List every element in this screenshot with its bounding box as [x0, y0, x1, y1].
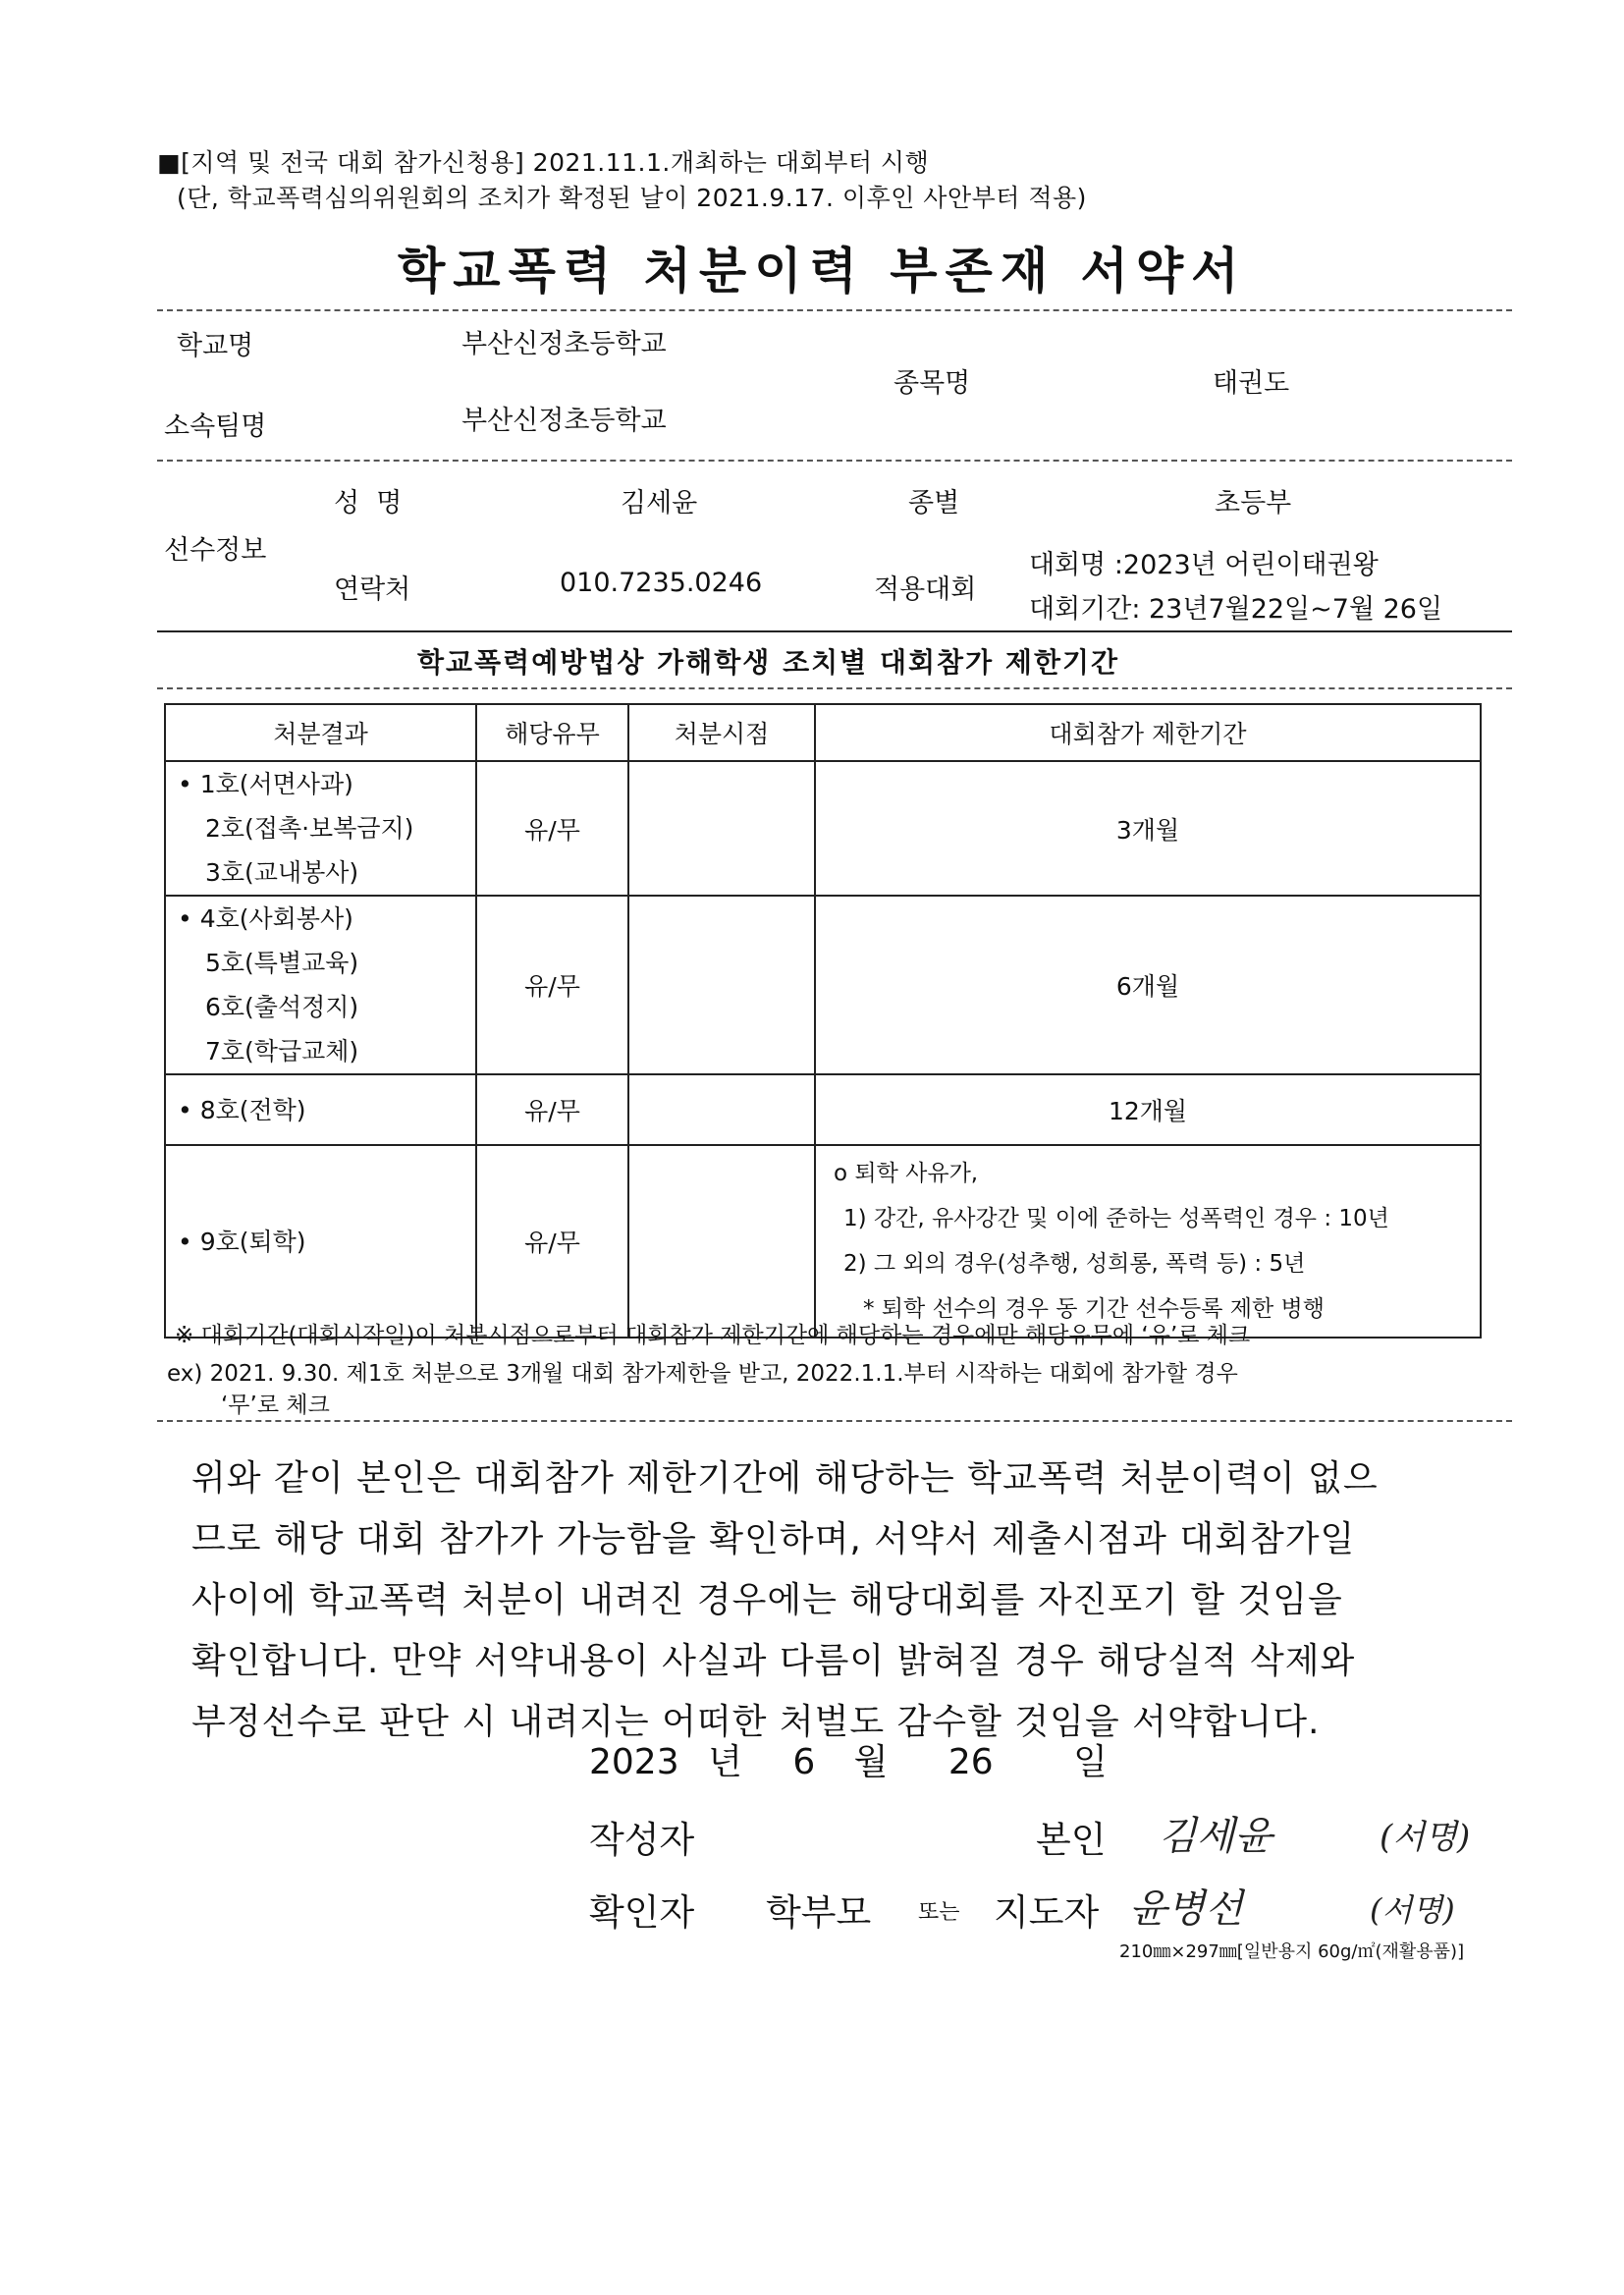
event-period: 대회기간: 23년7월22일~7월 26일: [1029, 594, 1443, 625]
date: [589, 1738, 1108, 1787]
result-item: 2호(접촉·보복금지): [205, 814, 414, 843]
school-value: 부산신정초등학교: [461, 329, 667, 359]
table-row: [165, 1074, 1481, 1145]
result-item: • 1호(서면사과): [178, 770, 353, 798]
team-label: 소속팀명: [164, 411, 267, 442]
time-cell[interactable]: [628, 1145, 815, 1338]
result-cell: [165, 1074, 476, 1145]
confirmer-label: 확인자: [589, 1891, 695, 1934]
time-cell[interactable]: [628, 1074, 815, 1145]
table-row: [165, 896, 1481, 1074]
date-year-unit: 년: [708, 1742, 742, 1782]
document-title: 학교폭력 처분이력 부존재 서약서: [398, 243, 1247, 300]
player-section-label: 선수정보: [164, 535, 267, 566]
result-cell: [165, 896, 476, 1074]
paper-spec: 210㎜×297㎜[일반용지 60g/㎡(재활용품)]: [1119, 1941, 1465, 1962]
status-checkbox[interactable]: [476, 1145, 628, 1338]
school-label: 학교명: [177, 331, 254, 361]
note-2-continued: ‘무’로 체크: [221, 1393, 330, 1418]
result-cell: [165, 761, 476, 896]
event-label: 적용대회: [874, 574, 977, 605]
header-line-1: ■[지역 및 전국 대회 참가신청용] 2021.11.1.개최하는 대회부터 시행: [157, 148, 930, 177]
status-checkbox[interactable]: [476, 896, 628, 1074]
name-value: 김세윤: [621, 488, 698, 519]
limit-cell: 3개월: [815, 761, 1481, 896]
pledge-line: 부정선수로 판단 시 내려지는 어떠한 처벌도 감수할 것임을 서약합니다.: [191, 1702, 1321, 1742]
table-header-row: [165, 704, 1481, 761]
status-value: 유/무: [524, 1097, 580, 1125]
coach-label: 지도자: [994, 1891, 1100, 1934]
header-status: 해당유무: [476, 704, 628, 761]
result-item: • 4호(사회봉사): [178, 904, 353, 933]
parent-label: 학부모: [766, 1891, 872, 1934]
result-item: 5호(특별교육): [205, 949, 359, 977]
contact-value: 010.7235.0246: [560, 568, 763, 598]
limit-line: 2) 그 외의 경우(성추행, 성희롱, 폭력 등) : 5년: [843, 1251, 1306, 1277]
divider: [157, 630, 1512, 632]
note-1: ※ 대회기간(대회시작일)이 처분시점으로부터 대회참가 제한기간에 해당하는 경우에만 해당유무에 ‘유’로 체크: [175, 1323, 1251, 1348]
divider: [157, 460, 1512, 462]
writer-label: 작성자: [589, 1819, 695, 1861]
event-name: 대회명 :2023년 어린이태권왕: [1029, 550, 1379, 580]
note-2: ex) 2021. 9.30. 제1호 처분으로 3개월 대회 참가제한을 받고, 2022.1.1.부터 시작하는 대회에 참가할 경우: [167, 1361, 1238, 1387]
contact-label: 연락처: [334, 574, 411, 605]
limit-cell: 6개월: [815, 896, 1481, 1074]
header-result: 처분결과: [165, 704, 476, 761]
status-checkbox[interactable]: [476, 761, 628, 896]
status-value: 유/무: [524, 1229, 580, 1257]
header-line-2: (단, 학교폭력심의위원회의 조치가 확정된 날이 2021.9.17. 이후인 사안부터 적용): [177, 184, 1087, 212]
limit-line: o 퇴학 사유가,: [834, 1161, 979, 1186]
limit-line: 1) 강간, 유사강간 및 이에 준하는 성폭력인 경우 : 10년: [843, 1206, 1389, 1231]
limit-line: * 퇴학 선수의 경우 동 기간 선수등록 제한 병행: [863, 1296, 1325, 1322]
category-label: 종별: [908, 488, 960, 519]
coach-signature[interactable]: 윤병선: [1129, 1886, 1243, 1932]
category-value: 초등부: [1215, 488, 1292, 519]
sanction-table: [164, 703, 1482, 1339]
status-value: 유/무: [524, 815, 580, 845]
divider: [157, 687, 1512, 689]
pledge-line: 므로 해당 대회 참가가 가능함을 확인하며, 서약서 제출시점과 대회참가일: [191, 1519, 1356, 1559]
pledge-line: 확인합니다. 만약 서약내용이 사실과 다름이 밝혀질 경우 해당실적 삭제와: [191, 1641, 1356, 1681]
divider: [157, 1420, 1512, 1422]
date-month-unit: 월: [853, 1742, 889, 1782]
date-day[interactable]: 26: [947, 1742, 994, 1782]
result-item: 6호(출석정지): [205, 993, 359, 1021]
status-value: 유/무: [524, 972, 580, 1001]
result-item: 3호(교내봉사): [205, 858, 359, 887]
header-time: 처분시점: [628, 704, 815, 761]
time-cell[interactable]: [628, 896, 815, 1074]
result-item: 7호(학급교체): [205, 1037, 359, 1066]
limit-cell: [815, 1145, 1481, 1338]
sport-label: 종목명: [893, 368, 971, 399]
limit-cell: 12개월: [815, 1074, 1481, 1145]
header-limit: 대회참가 제한기간: [815, 704, 1481, 761]
pledge-line: 사이에 학교폭력 처분이 내려진 경우에는 해당대회를 자진포기 할 것임을: [191, 1580, 1343, 1620]
sport-value: 태권도: [1213, 368, 1290, 399]
name-label: 성 명: [334, 488, 403, 519]
team-value: 부산신정초등학교: [461, 406, 667, 436]
or-label: 또는: [918, 1900, 960, 1925]
divider: [157, 309, 1512, 311]
self-sign-mark: (서명): [1380, 1818, 1471, 1857]
table-row: [165, 761, 1481, 896]
result-item: • 8호(전학): [178, 1095, 306, 1124]
time-cell[interactable]: [628, 761, 815, 896]
status-checkbox[interactable]: [476, 1074, 628, 1145]
date-day-unit: 일: [1073, 1742, 1108, 1782]
coach-sign-mark: (서명): [1370, 1891, 1455, 1929]
table-title: 학교폭력예방법상 가해학생 조치별 대회참가 제한기간: [417, 646, 1120, 679]
date-month[interactable]: 6: [792, 1742, 816, 1782]
self-label: 본인: [1036, 1819, 1107, 1861]
date-year[interactable]: 2023: [589, 1742, 679, 1782]
pledge-line: 위와 같이 본인은 대회참가 제한기간에 해당하는 학교폭력 처분이력이 없으: [191, 1458, 1379, 1499]
table-row: [165, 1145, 1481, 1338]
self-signature[interactable]: 김세윤: [1159, 1814, 1272, 1859]
result-item: • 9호(퇴학): [178, 1227, 306, 1256]
result-cell: [165, 1145, 476, 1338]
